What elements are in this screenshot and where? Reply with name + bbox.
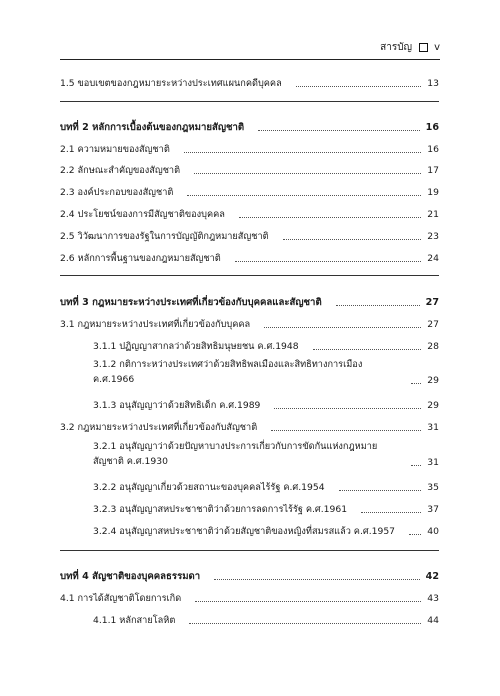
toc-page-number: 31 xyxy=(427,422,439,433)
toc-chapter-3[interactable] xyxy=(60,293,439,309)
square-icon xyxy=(419,43,428,52)
toc-entry-3-2-4[interactable] xyxy=(93,522,439,538)
header-title: สารบัญ xyxy=(380,41,413,53)
toc-entry-4-1-1[interactable] xyxy=(93,611,439,627)
toc-entry-2-5[interactable] xyxy=(60,227,439,243)
dot-leader xyxy=(264,327,421,328)
toc-entry-3-2-3[interactable] xyxy=(93,500,439,516)
toc-entry-text: 2.1 ความหมายของสัญชาติ xyxy=(60,144,170,155)
toc-entry-2-6[interactable] xyxy=(60,249,439,265)
toc-chapter-text: บทที่ 3 กฎหมายระหว่างประเทศที่เกี่ยวข้องกับบุคคลและสัญชาติ xyxy=(60,297,322,308)
dot-leader xyxy=(296,86,421,87)
section-rule xyxy=(60,550,439,551)
toc-entry-3-1-1[interactable] xyxy=(93,337,439,353)
dot-leader xyxy=(336,305,420,306)
toc-entry-2-3[interactable] xyxy=(60,183,439,199)
dot-leader xyxy=(184,152,421,153)
toc-page-number: 29 xyxy=(427,400,439,411)
dot-leader xyxy=(214,579,419,580)
dot-leader xyxy=(258,130,420,131)
toc-entry-3-2[interactable] xyxy=(60,418,439,434)
dot-leader xyxy=(411,383,421,384)
toc-entry-2-2[interactable] xyxy=(60,161,439,177)
toc-page-number: 43 xyxy=(427,593,439,604)
toc-page-number: 16 xyxy=(425,122,439,133)
toc-entry-text: 3.2.3 อนุสัญญาสหประชาชาติว่าด้วยการลดการไร้รัฐ ค.ศ.1961 xyxy=(93,504,348,515)
toc-entry-text: 2.5 วิวัฒนาการของรัฐในการบัญญัติกฎหมายสัญชาติ xyxy=(60,231,269,242)
header-rule xyxy=(60,59,440,60)
toc-entry-2-1[interactable] xyxy=(60,140,439,156)
dot-leader xyxy=(283,239,421,240)
toc-entry-3-2-2[interactable] xyxy=(93,478,439,494)
toc-page-number: 19 xyxy=(427,187,439,198)
toc-page-number: 17 xyxy=(427,165,439,176)
dot-leader xyxy=(195,601,421,602)
toc-entry-text: 3.2.4 อนุสัญญาสหประชาชาติว่าด้วยสัญชาติของหญิงที่สมรสแล้ว ค.ศ.1957 xyxy=(93,526,396,537)
toc-page-number: 16 xyxy=(427,144,439,155)
toc-entry-text: 2.4 ประโยชน์ของการมีสัญชาติของบุคคล xyxy=(60,209,225,220)
toc-entry-text: 3.1.3 อนุสัญญาว่าด้วยสิทธิเด็ก ค.ศ.1989 xyxy=(93,400,261,411)
toc-page-number: 35 xyxy=(427,482,439,493)
dot-leader xyxy=(194,173,421,174)
toc-page-number: 42 xyxy=(425,571,439,582)
toc-page-number: 21 xyxy=(427,209,439,220)
toc-entry-text: 4.1.1 หลักสายโลหิต xyxy=(93,615,176,626)
toc-entry-3-1-3[interactable] xyxy=(93,396,439,412)
toc-entry-3-1-2[interactable] xyxy=(93,357,439,387)
toc-page-number: 40 xyxy=(427,526,439,537)
dot-leader xyxy=(274,408,421,409)
toc-entry-text: 4.1 การได้สัญชาติโดยการเกิด xyxy=(60,593,182,604)
toc-page-number: 13 xyxy=(427,78,439,89)
dot-leader xyxy=(235,261,421,262)
toc-page-number: 29 xyxy=(427,375,439,386)
toc-page-number: 37 xyxy=(427,504,439,515)
page-header xyxy=(60,38,440,56)
dot-leader xyxy=(361,512,421,513)
header-page-number: v xyxy=(434,41,440,53)
toc-page-number: 23 xyxy=(427,231,439,242)
dot-leader xyxy=(409,534,421,535)
dot-leader xyxy=(189,623,421,624)
toc-page-number: 24 xyxy=(427,253,439,264)
toc-entry-text: 3.2 กฎหมายระหว่างประเทศที่เกี่ยวข้องกับสัญชาติ xyxy=(60,422,258,433)
dot-leader xyxy=(339,490,421,491)
dot-leader xyxy=(411,465,421,466)
dot-leader xyxy=(239,217,421,218)
section-rule xyxy=(60,101,439,102)
toc-entry-2-4[interactable] xyxy=(60,205,439,221)
toc-chapter-text: บทที่ 4 สัญชาติของบุคคลธรรมดา xyxy=(60,571,201,582)
toc-page-number: 27 xyxy=(425,297,439,308)
toc-page-number: 44 xyxy=(427,615,439,626)
toc-page-number: 27 xyxy=(427,319,439,330)
toc-page-number: 28 xyxy=(427,341,439,352)
toc-entry-text: 2.2 ลักษณะสำคัญของสัญชาติ xyxy=(60,165,181,176)
toc-chapter-text: บทที่ 2 หลักการเบื้องต้นของกฎหมายสัญชาติ xyxy=(60,122,245,133)
toc-entry-3-2-1[interactable] xyxy=(93,439,439,469)
toc-page-number: 31 xyxy=(427,457,439,468)
toc-entry-3-1[interactable] xyxy=(60,315,439,331)
toc-chapter-2[interactable] xyxy=(60,118,439,134)
toc-entry-text: 2.6 หลักการพื้นฐานของกฎหมายสัญชาติ xyxy=(60,253,221,264)
dot-leader xyxy=(271,430,421,431)
toc-entry-text: 2.3 องค์ประกอบของสัญชาติ xyxy=(60,187,174,198)
toc-entry-text: 3.1.2 กติการะหว่างประเทศว่าด้วยสิทธิพลเมืองและสิทธิทางการเมือง ค.ศ.1966 xyxy=(93,359,363,385)
dot-leader xyxy=(313,349,421,350)
toc-entry-4-1[interactable] xyxy=(60,589,439,605)
section-rule xyxy=(60,275,439,276)
toc-chapter-4[interactable] xyxy=(60,567,439,583)
toc-entry-text: 3.2.2 อนุสัญญาเกี่ยวด้วยสถานะของบุคคลไร้รัฐ ค.ศ.1954 xyxy=(93,482,325,493)
dot-leader xyxy=(187,195,421,196)
toc-entry-text: 3.1 กฎหมายระหว่างประเทศที่เกี่ยวข้องกับบุคคล xyxy=(60,319,251,330)
toc-entry-text: 3.2.1 อนุสัญญาว่าด้วยปัญหาบางประการเกี่ยวกับการขัดกันแห่งกฎหมาย สัญชาติ ค.ศ.1930 xyxy=(93,441,378,467)
toc-entry-text: 1.5 ขอบเขตของกฎหมายระหว่างประเทศแผนกคดีบุคคล xyxy=(60,78,282,89)
toc-entry-1-5[interactable] xyxy=(60,74,439,90)
toc-entry-text: 3.1.1 ปฏิญญาสากลว่าด้วยสิทธิมนุษยชน ค.ศ.1948 xyxy=(93,341,299,352)
